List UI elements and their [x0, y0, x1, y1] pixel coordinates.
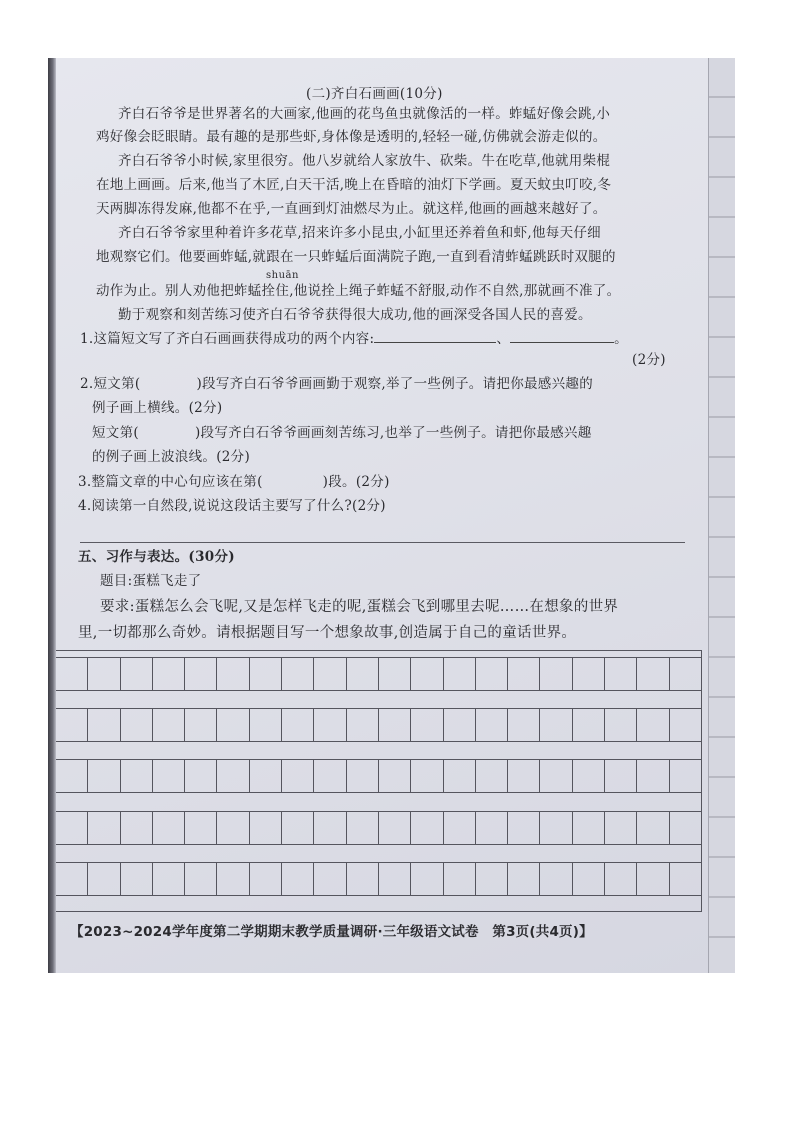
grid-cell[interactable] — [573, 708, 605, 742]
passage-line: 齐白石爷爷家里种着许多花草,招来许多小昆虫,小缸里还养着鱼和虾,他每天仔细 — [118, 225, 601, 241]
answer-blank-1b[interactable] — [510, 330, 614, 343]
question-3 — [78, 473, 390, 491]
grid-cell[interactable] — [508, 657, 540, 691]
grid-cell[interactable] — [605, 657, 637, 691]
question-2b-line2: 的例子画上波浪线。(2分) — [92, 449, 251, 465]
grid-cell[interactable] — [540, 862, 572, 896]
question-3-prefix: 3.整篇文章的中心句应该在第( — [78, 474, 263, 490]
grid-cell[interactable] — [379, 657, 411, 691]
grid-cell[interactable] — [314, 811, 346, 845]
question-1-end: 。 — [614, 331, 628, 347]
grid-cell[interactable] — [508, 811, 540, 845]
passage-title: (二)齐白石画画(10分) — [306, 86, 443, 102]
grid-cell[interactable] — [121, 657, 153, 691]
grid-cell[interactable] — [347, 708, 379, 742]
grid-cell[interactable] — [476, 759, 508, 793]
grid-cell[interactable] — [153, 657, 185, 691]
grid-cell[interactable] — [314, 759, 346, 793]
grid-cell[interactable] — [540, 708, 572, 742]
grid-cell[interactable] — [217, 657, 249, 691]
grid-cell[interactable] — [573, 759, 605, 793]
grid-cell[interactable] — [282, 657, 314, 691]
passage-line: 地观察它们。他要画蚱蜢,就跟在一只蚱蜢后面满院子跑,一直到看清蚱蜢跳跃时双腿的 — [96, 249, 616, 265]
grid-cell[interactable] — [605, 862, 637, 896]
question-2b-suffix: )段写齐白石爷爷画画刻苦练习,也举了一些例子。请把你最感兴趣 — [194, 425, 592, 441]
grid-cell[interactable] — [444, 759, 476, 793]
grid-cell[interactable] — [56, 708, 88, 742]
grid-cell[interactable] — [347, 811, 379, 845]
grid-cell[interactable] — [540, 759, 572, 793]
grid-cell[interactable] — [444, 862, 476, 896]
question-2a — [80, 375, 593, 393]
grid-cell[interactable] — [121, 759, 153, 793]
question-2b-prefix: 短文第( — [92, 425, 139, 441]
section-title: 五、习作与表达。(30分) — [78, 549, 235, 565]
question-1-text: 1.这篇短文写了齐白石画画获得成功的两个内容: — [80, 331, 375, 347]
grid-cell[interactable] — [476, 708, 508, 742]
grid-cell[interactable] — [217, 811, 249, 845]
grid-cell[interactable] — [637, 657, 669, 691]
grid-cell[interactable] — [444, 708, 476, 742]
grid-cell[interactable] — [314, 708, 346, 742]
grid-cell[interactable] — [282, 759, 314, 793]
grid-row — [56, 657, 702, 691]
writing-grid[interactable] — [56, 650, 702, 912]
grid-cell[interactable] — [153, 811, 185, 845]
grid-cell[interactable] — [121, 811, 153, 845]
grid-cell[interactable] — [314, 657, 346, 691]
grid-row — [56, 708, 702, 742]
grid-cell[interactable] — [88, 759, 120, 793]
grid-cell[interactable] — [153, 708, 185, 742]
grid-cell[interactable] — [88, 708, 120, 742]
grid-cell[interactable] — [605, 708, 637, 742]
question-3-suffix: )段。(2分) — [322, 474, 390, 490]
question-1-score: (2分) — [632, 352, 666, 368]
grid-cell[interactable] — [282, 862, 314, 896]
grid-cell[interactable] — [250, 862, 282, 896]
grid-cell[interactable] — [476, 657, 508, 691]
grid-row — [56, 759, 702, 793]
grid-cell[interactable] — [508, 862, 540, 896]
grid-cell[interactable] — [250, 708, 282, 742]
grid-cell[interactable] — [217, 862, 249, 896]
grid-cell[interactable] — [573, 657, 605, 691]
grid-cell[interactable] — [637, 759, 669, 793]
grid-cell[interactable] — [605, 811, 637, 845]
grid-cell[interactable] — [217, 759, 249, 793]
grid-cell[interactable] — [347, 657, 379, 691]
grid-cell[interactable] — [121, 862, 153, 896]
question-1-separator: 、 — [496, 331, 511, 347]
grid-cell[interactable] — [88, 657, 120, 691]
answer-line[interactable] — [80, 542, 685, 543]
grid-cell[interactable] — [153, 759, 185, 793]
answer-blank-1a[interactable] — [374, 330, 496, 343]
grid-cell[interactable] — [88, 811, 120, 845]
grid-cell[interactable] — [476, 811, 508, 845]
grid-cell[interactable] — [347, 759, 379, 793]
grid-cell[interactable] — [88, 862, 120, 896]
grid-cell[interactable] — [314, 862, 346, 896]
grid-row — [56, 811, 702, 845]
grid-cell[interactable] — [56, 657, 88, 691]
passage-line: 鸡好像会眨眼睛。最有趣的是那些虾,身体像是透明的,轻轻一碰,仿佛就会游走似的。 — [96, 129, 607, 145]
grid-cell[interactable] — [250, 759, 282, 793]
essay-topic: 题目:蛋糕飞走了 — [100, 573, 202, 589]
adjacent-page-edge — [708, 58, 735, 973]
grid-cell[interactable] — [637, 862, 669, 896]
grid-cell[interactable] — [282, 708, 314, 742]
grid-cell[interactable] — [411, 811, 443, 845]
passage-line: 齐白石爷爷是世界著名的大画家,他画的花鸟鱼虫就像活的一样。蚱蜢好像会跳,小 — [118, 106, 611, 122]
grid-cell[interactable] — [411, 708, 443, 742]
essay-requirement-line1: 要求:蛋糕怎么会飞呢,又是怎样飞走的呢,蛋糕会飞到哪里去呢……在想象的世界 — [100, 599, 619, 615]
grid-cell[interactable] — [185, 759, 217, 793]
passage-line: 齐白石爷爷小时候,家里很穷。他八岁就给人家放牛、砍柴。牛在吃草,他就用柴棍 — [118, 153, 611, 169]
grid-cell[interactable] — [250, 811, 282, 845]
grid-cell[interactable] — [540, 811, 572, 845]
grid-cell[interactable] — [670, 657, 702, 691]
grid-cell[interactable] — [573, 811, 605, 845]
grid-cell[interactable] — [121, 708, 153, 742]
grid-cell[interactable] — [444, 657, 476, 691]
grid-cell[interactable] — [153, 862, 185, 896]
grid-cell[interactable] — [508, 708, 540, 742]
grid-cell[interactable] — [379, 708, 411, 742]
grid-cell[interactable] — [185, 862, 217, 896]
grid-cell[interactable] — [411, 759, 443, 793]
grid-cell[interactable] — [379, 862, 411, 896]
grid-cell[interactable] — [185, 708, 217, 742]
question-2a-prefix: 2.短文第( — [80, 376, 141, 392]
grid-cell[interactable] — [637, 708, 669, 742]
grid-cell[interactable] — [185, 811, 217, 845]
grid-cell[interactable] — [508, 759, 540, 793]
grid-cell[interactable] — [573, 862, 605, 896]
grid-cell[interactable] — [217, 708, 249, 742]
passage-line: 在地上画画。后来,他当了木匠,白天干活,晚上在昏暗的油灯下学画。夏天蚊虫叮咬,冬 — [96, 177, 612, 193]
grid-cell[interactable] — [379, 811, 411, 845]
grid-cell[interactable] — [540, 657, 572, 691]
grid-cell[interactable] — [411, 657, 443, 691]
passage-line: 天两脚冻得发麻,他都不在乎,一直画到灯油燃尽为止。就这样,他画的画越来越好了。 — [96, 201, 607, 217]
grid-cell[interactable] — [411, 862, 443, 896]
grid-cell[interactable] — [56, 759, 88, 793]
exam-photo — [48, 58, 735, 973]
grid-row — [56, 862, 702, 896]
grid-cell[interactable] — [670, 811, 702, 845]
grid-cell[interactable] — [670, 708, 702, 742]
question-2a-suffix: )段写齐白石爷爷画画勤于观察,举了一些例子。请把你最感兴趣的 — [196, 376, 594, 392]
exam-sheet — [56, 58, 708, 973]
grid-cell[interactable] — [670, 862, 702, 896]
page-footer: 【2023~2024学年度第二学期期末教学质量调研·三年级语文试卷 第3页(共4页)】 — [70, 924, 593, 940]
question-1 — [80, 330, 628, 348]
grid-cell[interactable] — [56, 811, 88, 845]
page-binding-edge — [48, 58, 56, 973]
grid-cell[interactable] — [185, 657, 217, 691]
grid-cell[interactable] — [637, 811, 669, 845]
grid-cell[interactable] — [605, 759, 637, 793]
question-2b — [92, 424, 592, 442]
grid-cell[interactable] — [250, 657, 282, 691]
question-4: 4.阅读第一自然段,说说这段话主要写了什么?(2分) — [78, 498, 386, 514]
grid-cell[interactable] — [282, 811, 314, 845]
grid-cell[interactable] — [379, 759, 411, 793]
grid-cell[interactable] — [347, 862, 379, 896]
grid-cell[interactable] — [444, 811, 476, 845]
passage-line: 动作为止。别人劝他把蚱蜢拴住,他说拴上绳子蚱蜢不舒服,动作不自然,那就画不准了。 — [96, 283, 621, 299]
essay-requirement-line2: 里,一切都那么奇妙。请根据题目写一个想象故事,创造属于自己的童话世界。 — [78, 625, 577, 641]
pinyin-annotation: shuān — [266, 270, 299, 281]
question-2a-line2: 例子画上横线。(2分) — [92, 400, 223, 416]
grid-cell[interactable] — [670, 759, 702, 793]
grid-cell[interactable] — [476, 862, 508, 896]
grid-cell[interactable] — [56, 862, 88, 896]
passage-line: 勤于观察和刻苦练习使齐白石爷爷获得很大成功,他的画深受各国人民的喜爱。 — [118, 307, 592, 323]
